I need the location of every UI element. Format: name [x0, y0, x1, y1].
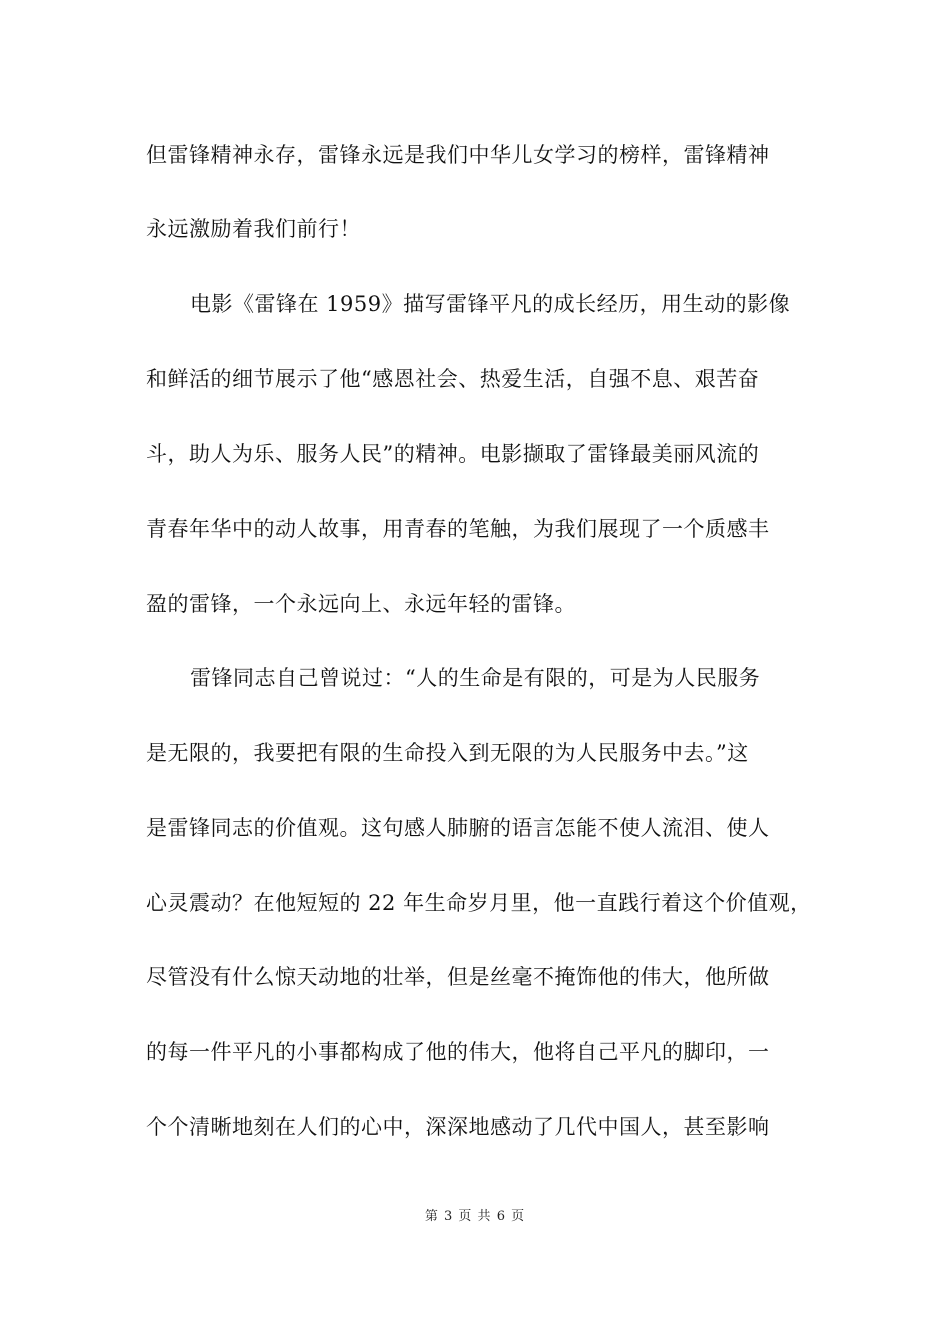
- text-line: 盈的雷锋，一个永远向上、永远年轻的雷锋。: [146, 592, 576, 616]
- text-line: 是雷锋同志的价值观。这句感人肺腑的语言怎能不使人流泪、使人: [146, 816, 770, 840]
- text-line: 青春年华中的动人故事，用青春的笔触，为我们展现了一个质感丰: [146, 517, 770, 541]
- text-line: 的每一件平凡的小事都构成了他的伟大，他将自己平凡的脚印，一: [146, 1040, 770, 1064]
- text-line: 永远激励着我们前行！: [146, 217, 361, 241]
- text-line: 但雷锋精神永存，雷锋永远是我们中华儿女学习的榜样，雷锋精神: [146, 143, 770, 167]
- text-line: 和鲜活的细节展示了他“感恩社会、热爱生活，自强不息、艰苦奋: [146, 367, 760, 391]
- paragraph-start-line: 电影《雷锋在 1959》描写雷锋平凡的成长经历，用生动的影像: [190, 292, 791, 316]
- text-line: 心灵震动？在他短短的 22 年生命岁月里，他一直践行着这个价值观，: [146, 891, 812, 915]
- text-line: 是无限的，我要把有限的生命投入到无限的为人民服务中去。”这: [146, 741, 749, 765]
- paragraph-start-line: 雷锋同志自己曾说过：“人的生命是有限的，可是为人民服务: [190, 666, 761, 690]
- text-line: 个个清晰地刻在人们的心中，深深地感动了几代中国人，甚至影响: [146, 1115, 770, 1139]
- text-line: 斗，助人为乐、服务人民”的精神。电影撷取了雷锋最美丽风流的: [146, 442, 760, 466]
- page-number-footer: 第 3 页 共 6 页: [424, 1209, 526, 1224]
- text-line: 尽管没有什么惊天动地的壮举，但是丝毫不掩饰他的伟大，他所做: [146, 965, 770, 989]
